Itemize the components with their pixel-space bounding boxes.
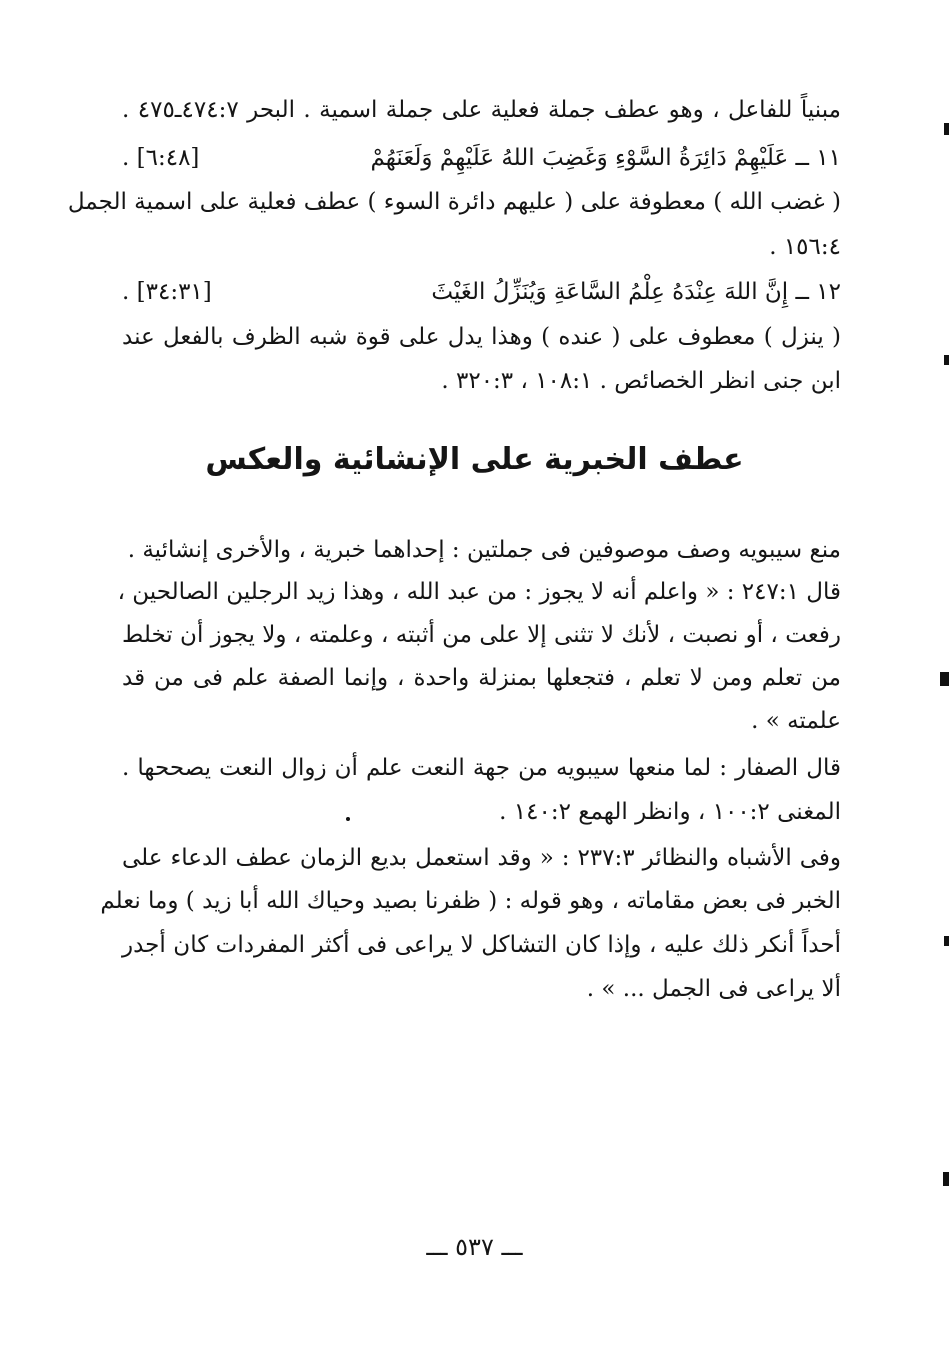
text-line-1: مبنياً للفاعل ، وهو عطف جملة فعلية على جملة اسمية . البحر ٤٧٤:٧ـ٤٧٥ . bbox=[122, 97, 841, 123]
page-number: ـــ ٥٣٧ ـــ bbox=[426, 1233, 523, 1261]
paragraph-line-6: قال الصفار : لما منعها سيبويه من جهة النعت علم أن زوال النعت يصححها . bbox=[122, 755, 841, 781]
paragraph-line-9: الخبر فى بعض مقاماته ، وهو قوله : ( ظفرنا بصيد وحياك الله أبا زيد ) وما نعلم bbox=[100, 888, 841, 914]
paragraph-line-3: رفعت ، أو نصبت ، لأنك لا تثنى إلا على من أثبته ، وعلمته ، ولا يجوز أن تخلط bbox=[122, 622, 841, 648]
margin-mark bbox=[944, 936, 949, 946]
text-line-4: ١٥٦:٤ . bbox=[769, 234, 841, 260]
paragraph-line-11: ألا يراعى فى الجمل ... » . bbox=[586, 976, 841, 1002]
text-line-6: ( ينزل ) معطوف على ( عنده ) وهذا يدل على قوة شبه الظرف بالفعل عند bbox=[122, 324, 841, 350]
paragraph-line-10: أحداً أنكر ذلك عليه ، وإذا كان التشاكل لا يراعى فى أكثر المفردات كان أجدر bbox=[122, 932, 841, 958]
margin-mark bbox=[940, 672, 949, 686]
verse-reference-11: [٦:٤٨] . bbox=[122, 145, 200, 171]
section-heading: عطف الخبرية على الإنشائية والعكس bbox=[205, 442, 744, 477]
ink-dot bbox=[346, 817, 350, 821]
paragraph-line-4: من تعلم ومن لا تعلم ، فتجعلها بمنزلة واحدة ، وإنما الصفة علم فى من قد bbox=[122, 665, 841, 691]
paragraph-line-5: علمته » . bbox=[751, 708, 841, 734]
text-line-7: ابن جنى انظر الخصائص . ١٠٨:١ ، ٣٢٠:٣ . bbox=[441, 368, 841, 394]
paragraph-line-1: منع سيبويه وصف موصوفين فى جملتين : إحداهما خبرية ، والأخرى إنشائية . bbox=[127, 537, 841, 563]
margin-mark bbox=[943, 1172, 949, 1186]
margin-mark bbox=[944, 123, 949, 135]
paragraph-line-7: المغنى ١٠٠:٢ ، وانظر الهمع ١٤٠:٢ . bbox=[499, 799, 841, 825]
paragraph-line-2: قال ٢٤٧:١ : « واعلم أنه لا يجوز : من عبد الله ، وهذا زيد الرجلين الصالحين ، bbox=[117, 579, 841, 605]
quran-verse-12: ١٢ ــ إِنَّ اللهَ عِنْدَهُ عِلْمُ السَّاعَةِ وَيُنَزِّلُ الغَيْثَ bbox=[431, 279, 841, 305]
verse-reference-12: [٣٤:٣١] . bbox=[122, 279, 212, 305]
quran-verse-11: ١١ ــ عَلَيْهِمْ دَائِرَةُ السَّوْءِ وَغَضِبَ اللهُ عَلَيْهِمْ وَلَعَنَهُمْ bbox=[370, 145, 841, 171]
margin-mark bbox=[944, 355, 949, 365]
text-line-3: ( غضب الله ) معطوفة على ( عليهم دائرة السوء ) عطف فعلية على اسمية الجمل bbox=[67, 189, 841, 215]
paragraph-line-8: وفى الأشباه والنظائر ٢٣٧:٣ : « وقد استعمل بديع الزمان عطف الدعاء على bbox=[122, 845, 841, 871]
